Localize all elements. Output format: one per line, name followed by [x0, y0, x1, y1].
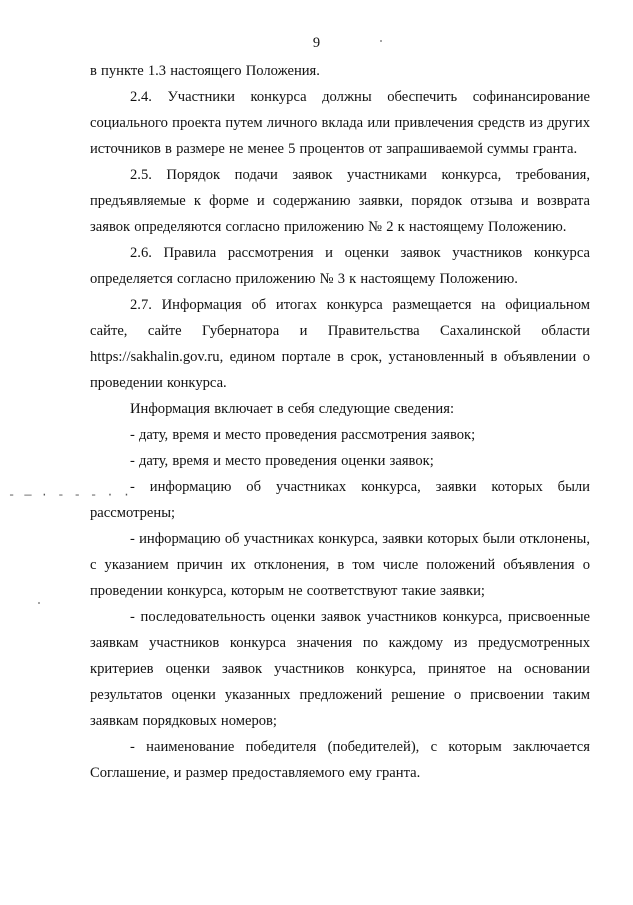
list-item: - наименование победителя (победителей), с которым заключается Соглашение, и размер предоставляемого ему гранта. [90, 739, 590, 781]
scan-speck [380, 40, 382, 42]
list-item: - последовательность оценки заявок участников конкурса, присвоенные заявкам участников конкурса значения по каждому из предусмотренных критериев оценки заявок участников конкурса, принятое на основании результатов оценки указанных предложений решение о присвоении таким заявкам порядковых номеров; [90, 609, 590, 729]
paragraph-info-intro: Информация включает в себя следующие сведения: [130, 401, 454, 417]
page-number: 9 [312, 35, 321, 51]
list-item: - информацию об участниках конкурса, заявки которых были рассмотрены; [90, 479, 590, 521]
scan-artifact-dashes: - — · - - - · · [8, 488, 132, 502]
paragraph-2-7: 2.7. Информация об итогах конкурса размещается на официальном сайте, сайте Губернатора и Правительства Сахалинской области https://sakhalin.gov.ru, едином портале в срок, установленный в объявлении о проведении конкурса. [90, 297, 590, 391]
document-body [90, 58, 590, 786]
paragraph-2-6: 2.6. Правила рассмотрения и оценки заявок участников конкурса определяется согласно приложению № 3 к настоящему Положению. [90, 245, 590, 287]
paragraph-continuation: в пункте 1.3 настоящего Положения. [90, 63, 320, 79]
paragraph-2-5: 2.5. Порядок подачи заявок участниками конкурса, требования, предъявляемые к форме и содержанию заявки, порядок отзыва и возврата заявок определяются согласно приложению № 2 к настоящему Положению. [90, 167, 590, 235]
list-item: - дату, время и место проведения оценки заявок; [130, 453, 434, 469]
list-item: - дату, время и место проведения рассмотрения заявок; [130, 427, 476, 443]
list-item: - информацию об участниках конкурса, заявки которых были отклонены, с указанием причин их отклонения, в том числе положений объявления о проведении конкурса, которым не соответствуют такие заявки; [90, 531, 590, 599]
paragraph-2-4: 2.4. Участники конкурса должны обеспечить софинансирование социального проекта путем личного вклада или привлечения средств из других источников в размере не менее 5 процентов от запрашиваемой суммы гранта. [90, 89, 590, 157]
scan-speck [38, 602, 40, 604]
